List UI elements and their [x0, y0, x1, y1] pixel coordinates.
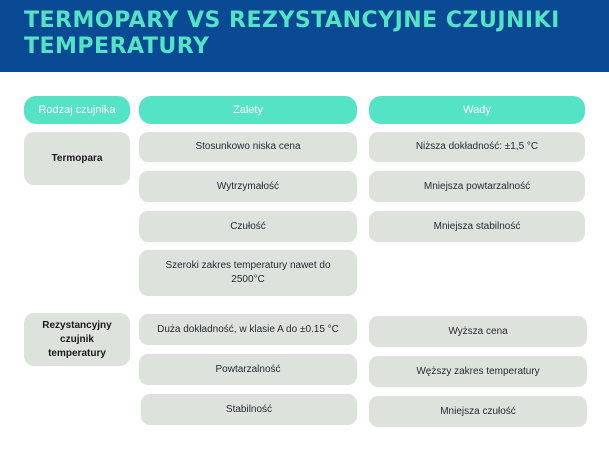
thermocouple-pro-item: Szeroki zakres temperatury nawet do 2500°C	[139, 250, 357, 296]
rtd-con-item: Mniejsza czułość	[369, 396, 587, 427]
title-banner	[0, 0, 609, 72]
thermocouple-con-item: Mniejsza stabilność	[369, 211, 585, 242]
header-sensor-type: Rodzaj czujnika	[24, 96, 130, 124]
thermocouple-pro-item: Wytrzymałość	[139, 171, 357, 202]
row-label-rtd: Rezystancyjny czujnik temperatury	[24, 313, 130, 366]
rtd-con-item: Węższy zakres temperatury	[369, 356, 587, 387]
row-label-thermocouple: Termopara	[24, 132, 130, 185]
thermocouple-con-item: Niższa dokładność: ±1,5 °C	[369, 132, 585, 162]
rtd-pro-item: Powtarzalność	[139, 354, 357, 385]
rtd-pro-item: Stabilność	[141, 394, 357, 425]
header-pros: Zalety	[139, 96, 357, 124]
rtd-con-item: Wyższa cena	[369, 316, 587, 347]
thermocouple-pro-item: Czułość	[139, 211, 357, 242]
thermocouple-pro-item: Stosunkowo niska cena	[139, 132, 357, 162]
rtd-pro-item: Duża dokładność, w klasie A do ±0.15 °C	[139, 314, 357, 345]
thermocouple-con-item: Mniejsza powtarzalność	[369, 171, 585, 202]
header-cons: Wady	[369, 96, 585, 124]
page-title: TERMOPARY VS REZYSTANCYJNE CZUJNIKI TEMPERATURY	[24, 8, 560, 59]
